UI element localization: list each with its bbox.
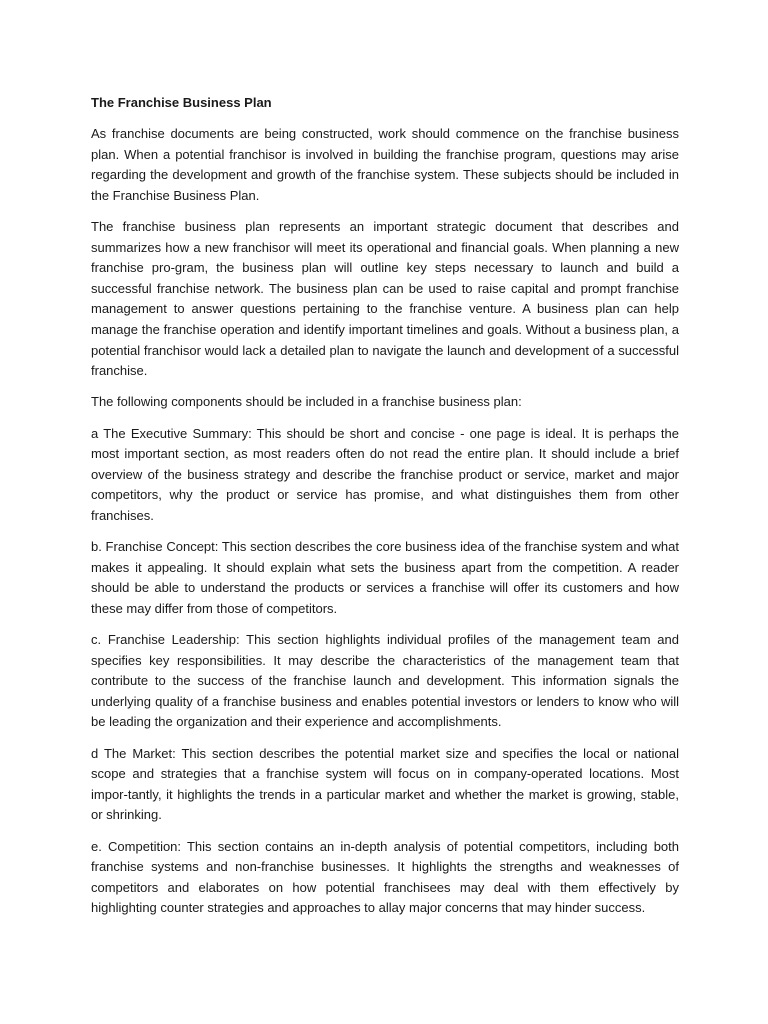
document-page <box>91 93 679 930</box>
paragraph-components-intro: The following components should be included in a franchise business plan: <box>91 394 522 410</box>
paragraph-competition: e. Competition: This section contains an in-depth analysis of potential competitors, including both franchise systems and non-franchise businesses. It highlights the strengths and weaknesses of competitors and elaborates on how potential franchisees may deal with them effectively by highlighting counter strategies and approaches to allay major concerns that may hinder success. <box>91 838 679 916</box>
paragraph-franchise-leadership: c. Franchise Leadership: This section highlights individual profiles of the management team and specifies key responsibilities. It may describe the characteristics of the management team that contribute to the success of the franchise launch and development. This information signals the underlying quality of a franchise business and enables potential investors or lenders to know who will be leading the organization and their experience and accomplishments. <box>91 632 679 730</box>
document-title: The Franchise Business Plan <box>91 95 272 110</box>
paragraph-executive-summary: a The Executive Summary: This should be short and concise - one page is ideal. It is perhaps the most important section, as most readers often do not read the entire plan. It should include a brief overview of the business strategy and describe the franchise product or service, market and major competitors, why the product or service has promise, and what distinguishes them from other franchises. <box>91 425 679 523</box>
paragraph-market: d The Market: This section describes the potential market size and specifies the local or national scope and strategies that a franchise system will focus on in company-operated locations. Most impor-tantly, it highlights the trends in a particular market and whether the market is growing, stable, or shrinking. <box>91 745 679 823</box>
paragraph-overview: The franchise business plan represents an important strategic document that describes and summarizes how a new franchisor will meet its operational and financial goals. When planning a new franchise pro-gram, the business plan will outline key steps necessary to launch and build a successful franchise network. The business plan can be used to raise capital and prompt franchise management to answer questions pertaining to the franchise venture. A business plan can help manage the franchise operation and identify important timelines and goals. Without a business plan, a potential franchisor would lack a detailed plan to navigate the launch and development of a successful franchise. <box>91 218 679 379</box>
paragraph-franchise-concept: b. Franchise Concept: This section describes the core business idea of the franchise system and what makes it appealing. It should explain what sets the business apart from the competition. A reader should be able to understand the products or services a franchise will offer its customers and how these may differ from those of competitors. <box>91 539 679 616</box>
paragraph-intro: As franchise documents are being constructed, work should commence on the franchise business plan. When a potential franchisor is involved in building the franchise program, questions may arise regarding the development and growth of the franchise system. These subjects should be included in the Franchise Business Plan. <box>91 126 679 203</box>
